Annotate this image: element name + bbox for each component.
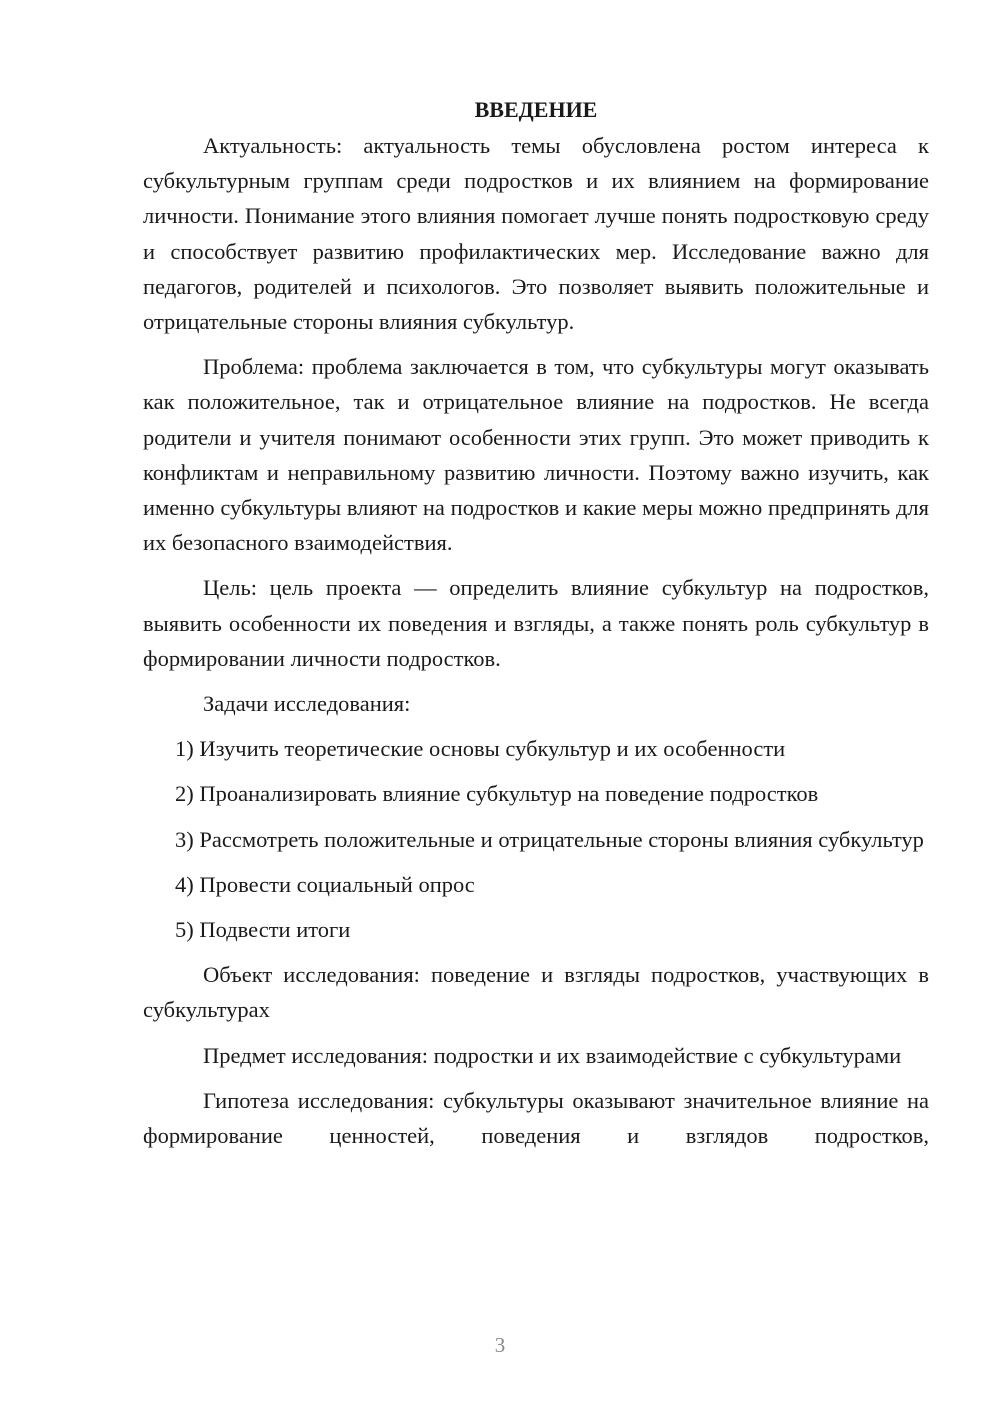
task-item-3: 3) Рассмотреть положительные и отрицательные стороны влияния субкультур: [175, 826, 924, 852]
document-body: [143, 92, 929, 1163]
hypothesis-paragraph: Гипотеза исследования: субкультуры оказывают значительное влияние на формирование ценностей, поведения и взглядов подростков,: [143, 1087, 929, 1149]
task-item-2: 2) Проанализировать влияние субкультур на поведение подростков: [175, 781, 819, 807]
page-number: 3: [494, 1333, 506, 1357]
tasks-intro: Задачи исследования:: [203, 691, 411, 717]
research-object-paragraph: Объект исследования: поведение и взгляды подростков, участвующих в субкультурах: [143, 962, 929, 1023]
goal-paragraph: Цель: цель проекта — определить влияние субкультур на подростков, выявить особенности их поведения и взгляды, а также понять роль субкультур в формировании личности подростков.: [143, 575, 929, 671]
task-item-4: 4) Провести социальный опрос: [175, 871, 475, 897]
problem-paragraph: Проблема: проблема заключается в том, что субкультуры могут оказывать как положительное, так и отрицательное влияние на подростков. Не всегда родители и учителя понимают особенности этих групп. Это может приводить к конфликтам и неправильному развитию личности. Поэтому важно изучить, как именно субкультуры влияют на подростков и какие меры можно предпринять для их безопасного взаимодействия.: [143, 354, 929, 556]
task-item-5: 5) Подвести итоги: [175, 917, 351, 943]
relevance-paragraph: Актуальность: актуальность темы обусловлена ростом интереса к субкультурным группам среди подростков и их влиянием на формирование личности. Понимание этого влияния помогает лучше понять подростковую среду и способствует развитию профилактических мер. Исследование важно для педагогов, родителей и психологов. Это позволяет выявить положительные и отрицательные стороны влияния субкультур.: [143, 133, 929, 335]
task-item-1: 1) Изучить теоретические основы субкультур и их особенности: [175, 736, 786, 762]
research-subject-paragraph: Предмет исследования: подростки и их взаимодействие с субкультурами: [203, 1042, 902, 1068]
section-heading: ВВЕДЕНИЕ: [474, 97, 598, 122]
